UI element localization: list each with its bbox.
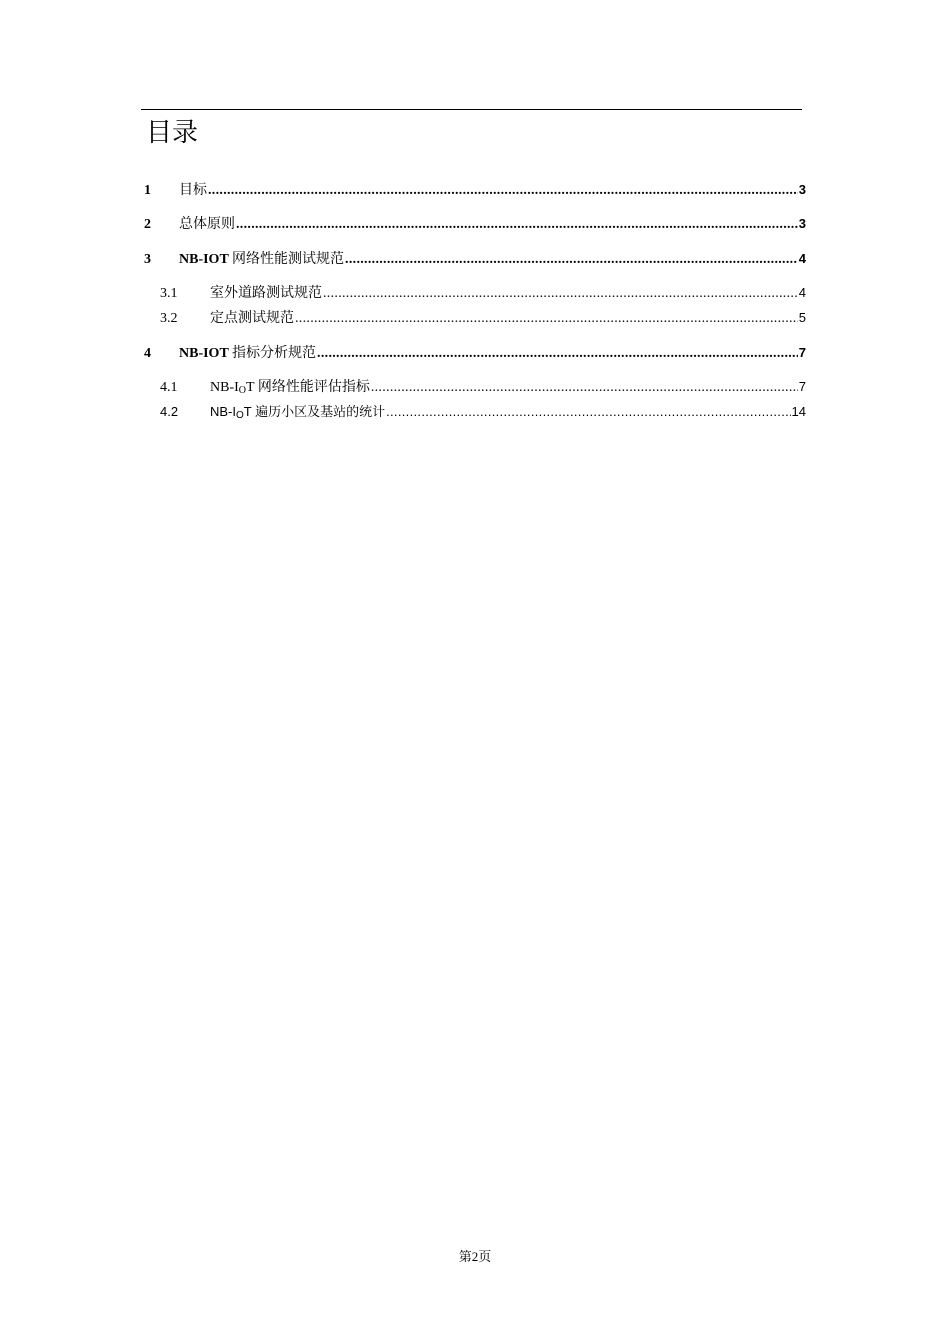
toc-entry-page: 4 [798, 251, 806, 266]
toc-leader-dots [371, 380, 798, 396]
toc-entry-3-1[interactable] [160, 282, 806, 302]
header-rule [141, 109, 802, 110]
toc-entry-page: 7 [798, 345, 806, 360]
toc-entry-title: $NB-I_OT$ 遍历小区及基站的统计 [210, 404, 386, 421]
toc-entry-number: 4 [144, 346, 151, 361]
toc-entry-page: 3 [798, 216, 806, 231]
toc-entry-title: NB-IOT 网络性能测试规范 [179, 252, 345, 267]
toc-entry-3-2[interactable] [160, 307, 806, 327]
toc-entry-title: 室外道路测试规范 [210, 286, 322, 301]
toc-entry-number: 3.2 [160, 311, 178, 326]
toc-entry-4-2[interactable] [160, 401, 806, 421]
toc-entry-page: 5 [798, 310, 806, 325]
toc-entry-title: NB-IOT 指标分析规范 [179, 346, 317, 361]
toc-leader-dots [236, 217, 798, 233]
page-footer: 第2页 [458, 1249, 492, 1264]
toc-leader-dots [208, 183, 798, 199]
toc-leader-dots [295, 311, 798, 327]
toc-entry-number: 3 [144, 252, 151, 267]
toc-entry-3[interactable] [144, 248, 806, 268]
toc-entry-title: $NB-I_OT$ 网络性能评估指标 [210, 380, 370, 396]
toc-entry-title: 定点测试规范 [210, 311, 294, 326]
toc-entry-4[interactable] [144, 342, 806, 362]
toc-entry-number: 4.2 [160, 404, 179, 419]
toc-entry-number: 1 [144, 183, 151, 198]
toc-leader-dots [345, 252, 798, 268]
toc-entry-title: 目标 [179, 183, 207, 198]
toc-leader-dots [323, 286, 798, 302]
toc-entry-1[interactable] [144, 179, 806, 199]
toc-entry-number: 2 [144, 217, 151, 232]
toc-entry-title: 总体原则 [179, 217, 235, 232]
toc-entry-page: 3 [798, 182, 806, 197]
toc-entry-number: 3.1 [160, 286, 178, 301]
toc-heading: 目录 [146, 118, 199, 147]
toc-entry-2[interactable] [144, 213, 806, 233]
toc-leader-dots [317, 346, 798, 362]
toc-entry-4-1[interactable] [160, 376, 806, 396]
toc-entry-page: 14 [791, 404, 806, 419]
toc-entry-number: 4.1 [160, 380, 178, 395]
toc-entry-page: 4 [798, 285, 806, 300]
toc-leader-dots [386, 404, 790, 419]
toc-entry-page: 7 [798, 379, 806, 394]
